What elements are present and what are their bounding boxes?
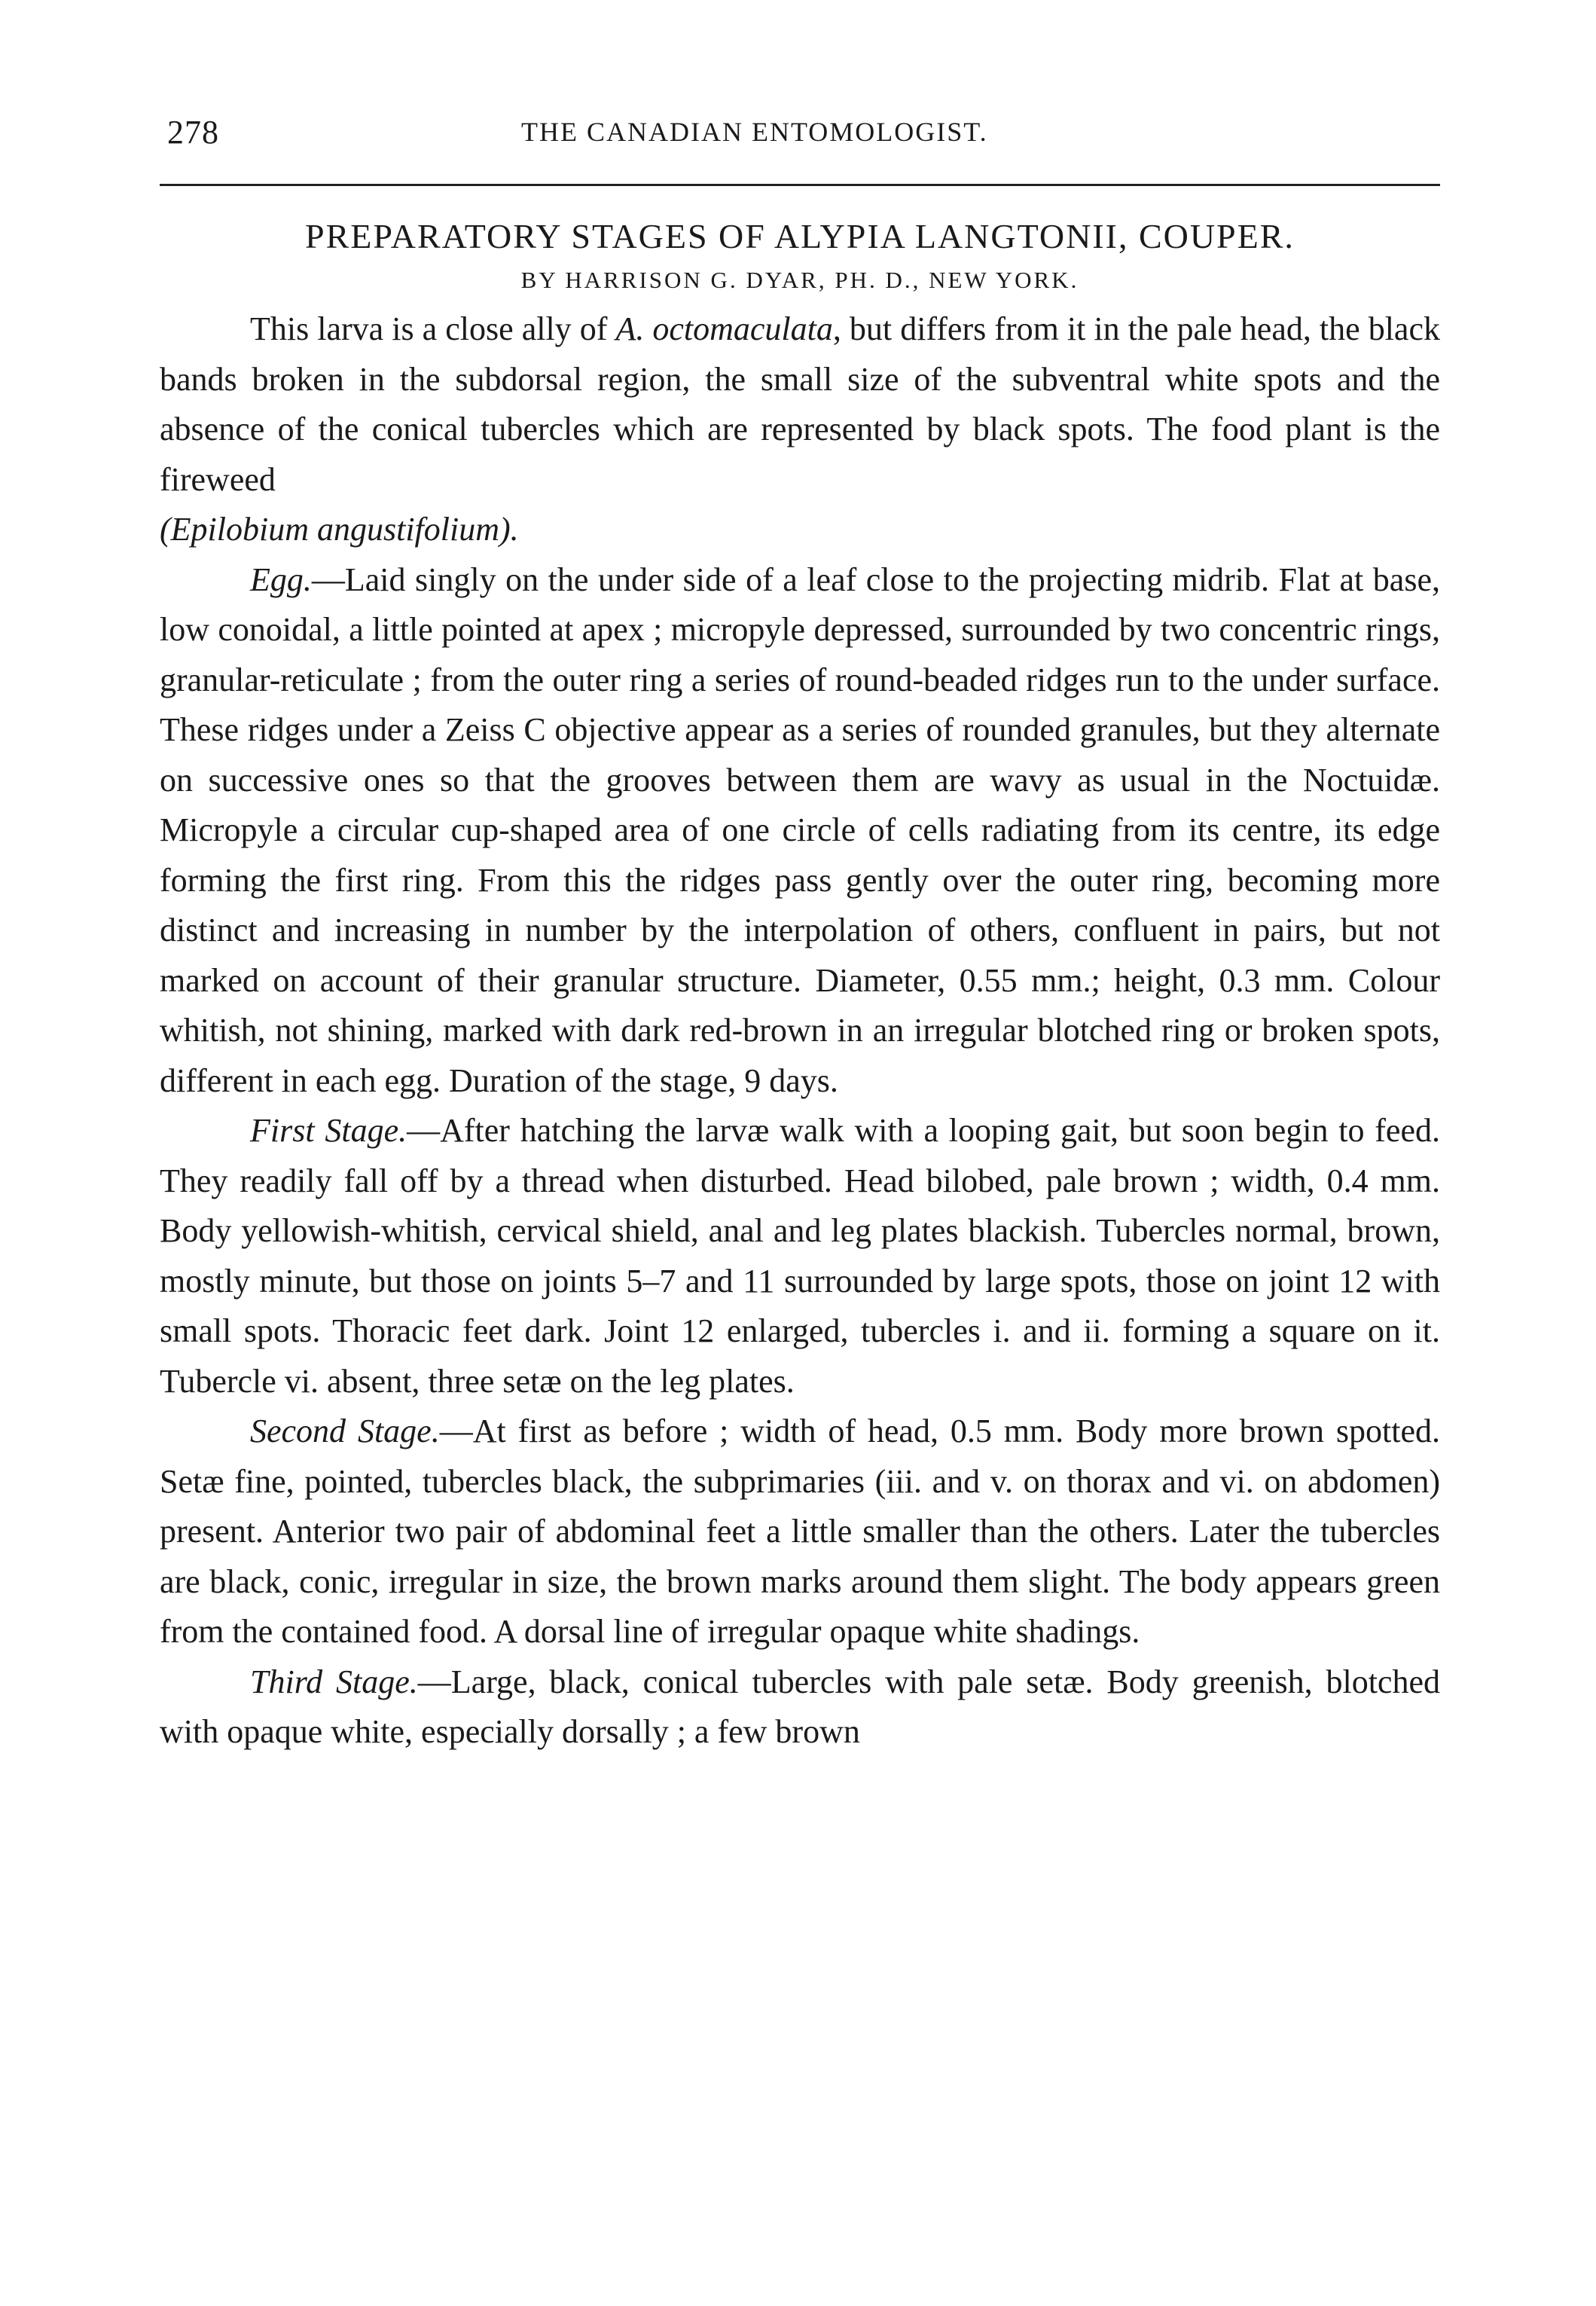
egg-text: —Laid singly on the under side of a leaf close to the projecting midrib. Flat at base, low conoidal, a little pointed at apex ; micropyle depressed, surrounded by two concentric rings, granular-reticulate ; from the outer ring a series of round-beaded ridges run to the under surface. These ridges under a Zeiss C objective appear as a series of rounded granules, but they alternate on successive ones so that the grooves between them are wavy as usual in the Noctuidæ. Micropyle a circular cup-shaped area of one circle of cells radiating from its centre, its edge forming the first ring. From this the ridges pass gently over the outer ring, becoming more distinct and increasing in number by the interpolation of others, confluent in pairs, but not marked on account of their granular structure. Diameter, 0.55 mm.; height, 0.3 mm. Colour whitish, not shining, marked with dark red-brown in an irregular blotched ring or broken spots, different in each egg. Duration of the stage, 9 days.: [160, 560, 1440, 1099]
intro-paragraph: [160, 304, 1440, 505]
food-plant-name: (Epilobium angustifolium).: [160, 511, 519, 548]
second-stage-heading: Second Stage.: [250, 1413, 440, 1449]
egg-paragraph: [160, 555, 1440, 1107]
third-stage-paragraph: [160, 1657, 1440, 1758]
first-stage-heading: First Stage.: [250, 1112, 407, 1149]
first-stage-text: —After hatching the larvæ walk with a looping gait, but soon begin to feed. They readily fall off by a thread when disturbed. Head bilobed, pale brown ; width, 0.4 mm. Body yellowish-whitish, cervical shield, anal and leg plates blackish. Tubercles normal, brown, mostly minute, but those on joints 5–7 and 11 surrounded by large spots, those on joint 12 with small spots. Thoracic feet dark. Joint 12 enlarged, tubercles i. and ii. forming a square on it. Tubercle vi. absent, three setæ on the leg plates.: [160, 1112, 1440, 1400]
page-number: 278: [167, 114, 219, 151]
journal-page: [160, 113, 1440, 1758]
second-stage-text: —At first as before ; width of head, 0.5 mm. Body more brown spotted. Setæ fine, pointed, tubercles black, the subprimaries (iii. and v. on thorax and vi. on abdomen) present. Anterior two pair of abdominal feet a little smaller than the others. Later the tubercles are black, conic, irregular in size, the brown marks around them slight. The body appears green from the contained food. A dorsal line of irregular opaque white shadings.: [160, 1413, 1440, 1650]
running-head: [160, 113, 1440, 158]
article-body: [160, 304, 1440, 1758]
egg-heading: Egg.: [250, 560, 312, 598]
food-plant-line: [160, 505, 1440, 555]
first-stage-paragraph: [160, 1106, 1440, 1407]
intro-text-1: This larva is a close ally of: [250, 310, 616, 347]
header-rule: [160, 184, 1440, 186]
third-stage-heading: Third Stage.: [250, 1663, 418, 1700]
intro-text-2: , but differs from it in the pale head, the black bands broken in the subdorsal region, the small size of the subventral white spots and the absence of the conical tubercles which are represented by black spots. The food plant is the fireweed: [160, 310, 1440, 498]
journal-title: THE CANADIAN ENTOMOLOGIST.: [521, 117, 988, 147]
species-name: A. octomaculata: [615, 310, 833, 347]
third-stage-text: —Large, black, conical tubercles with pale setæ. Body greenish, blotched with opaque white, especially dorsally ; a few brown: [160, 1663, 1440, 1750]
article-byline: BY HARRISON G. DYAR, PH. D., NEW YORK.: [520, 267, 1079, 293]
second-stage-paragraph: [160, 1407, 1440, 1657]
article-title: PREPARATORY STAGES OF ALYPIA LANGTONII, COUPER.: [305, 217, 1295, 255]
